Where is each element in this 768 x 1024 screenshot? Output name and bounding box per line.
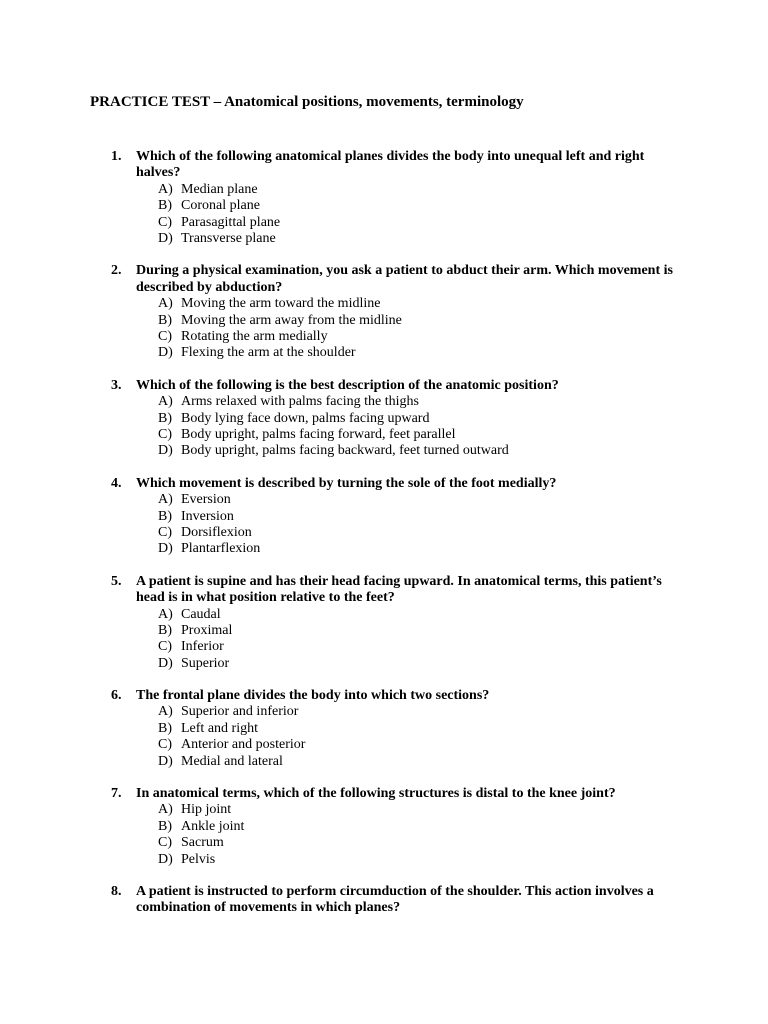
option-text: Anterior and posterior	[181, 737, 306, 753]
question-list	[0, 149, 768, 933]
question-text: During a physical examination, you ask a patient to abduct their arm. Which movement is described by abduction?	[136, 263, 673, 295]
document-title: PRACTICE TEST – Anatomical positions, movements, terminology	[90, 94, 524, 110]
option-text: Hip joint	[181, 802, 232, 818]
question-number: 5.	[111, 573, 122, 589]
option-text: Medial and lateral	[181, 753, 283, 769]
answer-option	[0, 607, 768, 623]
question-item	[0, 884, 768, 917]
option-text: Dorsiflexion	[181, 524, 252, 540]
answer-option	[0, 329, 768, 345]
question-item	[0, 688, 768, 770]
option-text: Transverse plane	[181, 230, 276, 246]
answer-option	[0, 656, 768, 672]
option-letter: C)	[158, 524, 172, 540]
answer-option	[0, 852, 768, 868]
answer-option	[0, 296, 768, 312]
option-text: Caudal	[181, 606, 221, 622]
option-letter: C)	[158, 835, 172, 851]
answer-option	[0, 345, 768, 361]
option-text: Pelvis	[181, 851, 216, 867]
option-text: Rotating the arm medially	[181, 328, 328, 344]
option-text: Body upright, palms facing backward, feet turned outward	[181, 443, 509, 459]
option-letter: D)	[158, 753, 173, 769]
option-letter: C)	[158, 639, 172, 655]
answer-option	[0, 231, 768, 247]
question-item	[0, 574, 768, 672]
answer-option	[0, 182, 768, 198]
option-text: Eversion	[181, 492, 231, 508]
answer-option	[0, 639, 768, 655]
option-text: Body lying face down, palms facing upward	[181, 410, 430, 426]
question-number: 3.	[111, 377, 122, 393]
question-text: Which movement is described by turning the sole of the foot medially?	[136, 475, 557, 491]
answer-option	[0, 411, 768, 427]
option-text: Superior	[181, 655, 230, 671]
answer-option	[0, 802, 768, 818]
option-letter: A)	[158, 606, 173, 622]
option-letter: B)	[158, 622, 172, 638]
option-text: Left and right	[181, 720, 258, 736]
option-letter: D)	[158, 230, 173, 246]
answer-option	[0, 198, 768, 214]
option-letter: C)	[158, 426, 172, 442]
question-text: Which of the following anatomical planes divides the body into unequal left and right halves?	[136, 149, 645, 181]
question-number: 2.	[111, 263, 122, 279]
option-letter: C)	[158, 737, 172, 753]
option-letter: A)	[158, 704, 173, 720]
option-text: Inversion	[181, 508, 234, 524]
question-number: 6.	[111, 688, 122, 704]
option-text: Body upright, palms facing forward, feet parallel	[181, 426, 456, 442]
question-number: 8.	[111, 884, 122, 899]
option-text: Plantarflexion	[181, 541, 261, 557]
option-text: Moving the arm toward the midline	[181, 296, 381, 312]
option-letter: B)	[158, 312, 172, 328]
answer-option	[0, 394, 768, 410]
option-list	[0, 394, 768, 460]
option-letter: D)	[158, 345, 173, 361]
option-letter: D)	[158, 655, 173, 671]
option-text: Inferior	[181, 639, 224, 655]
option-letter: B)	[158, 198, 172, 214]
option-letter: A)	[158, 394, 173, 410]
option-letter: A)	[158, 296, 173, 312]
answer-option	[0, 541, 768, 557]
question-item	[0, 263, 768, 361]
option-letter: C)	[158, 328, 172, 344]
option-text: Moving the arm away from the midline	[181, 312, 402, 328]
answer-option	[0, 525, 768, 541]
option-text: Flexing the arm at the shoulder	[181, 345, 356, 361]
question-text: A patient is supine and has their head facing upward. In anatomical terms, this patient’s head is in what position relative to the feet?	[136, 573, 662, 606]
option-list	[0, 802, 768, 868]
option-text: Parasagittal plane	[181, 214, 281, 230]
answer-option	[0, 835, 768, 851]
option-text: Proximal	[181, 622, 233, 638]
option-text: Sacrum	[181, 835, 224, 851]
option-list	[0, 704, 768, 770]
answer-option	[0, 704, 768, 720]
option-letter: A)	[158, 492, 173, 508]
answer-option	[0, 819, 768, 835]
question-number: 7.	[111, 786, 122, 802]
answer-option	[0, 721, 768, 737]
question-item	[0, 786, 768, 868]
option-letter: C)	[158, 214, 172, 230]
option-text: Median plane	[181, 181, 258, 197]
option-list	[0, 607, 768, 673]
option-letter: A)	[158, 181, 173, 197]
option-list	[0, 296, 768, 362]
answer-option	[0, 509, 768, 525]
question-number: 1.	[111, 149, 122, 164]
option-text: Ankle joint	[181, 818, 245, 834]
option-letter: D)	[158, 851, 173, 867]
option-letter: B)	[158, 508, 172, 524]
option-text: Coronal plane	[181, 198, 260, 214]
answer-option	[0, 737, 768, 753]
answer-option	[0, 313, 768, 329]
option-list	[0, 182, 768, 248]
answer-option	[0, 427, 768, 443]
answer-option	[0, 215, 768, 231]
answer-option	[0, 443, 768, 459]
option-letter: B)	[158, 720, 172, 736]
option-text: Arms relaxed with palms facing the thighs	[181, 394, 419, 410]
option-letter: A)	[158, 802, 173, 818]
answer-option	[0, 754, 768, 770]
question-text: Which of the following is the best description of the anatomic position?	[136, 377, 559, 393]
option-list	[0, 492, 768, 558]
question-item	[0, 149, 768, 247]
option-letter: B)	[158, 818, 172, 834]
option-letter: D)	[158, 443, 173, 459]
question-text: A patient is instructed to perform circumduction of the shoulder. This action involves a combination of movements in which planes?	[136, 884, 654, 916]
question-text: In anatomical terms, which of the following structures is distal to the knee joint?	[136, 786, 616, 802]
question-number: 4.	[111, 475, 122, 491]
option-text: Superior and inferior	[181, 704, 299, 720]
option-letter: D)	[158, 541, 173, 557]
question-text: The frontal plane divides the body into which two sections?	[136, 688, 490, 704]
option-letter: B)	[158, 410, 172, 426]
question-item	[0, 476, 768, 558]
question-item	[0, 378, 768, 460]
answer-option	[0, 623, 768, 639]
answer-option	[0, 492, 768, 508]
